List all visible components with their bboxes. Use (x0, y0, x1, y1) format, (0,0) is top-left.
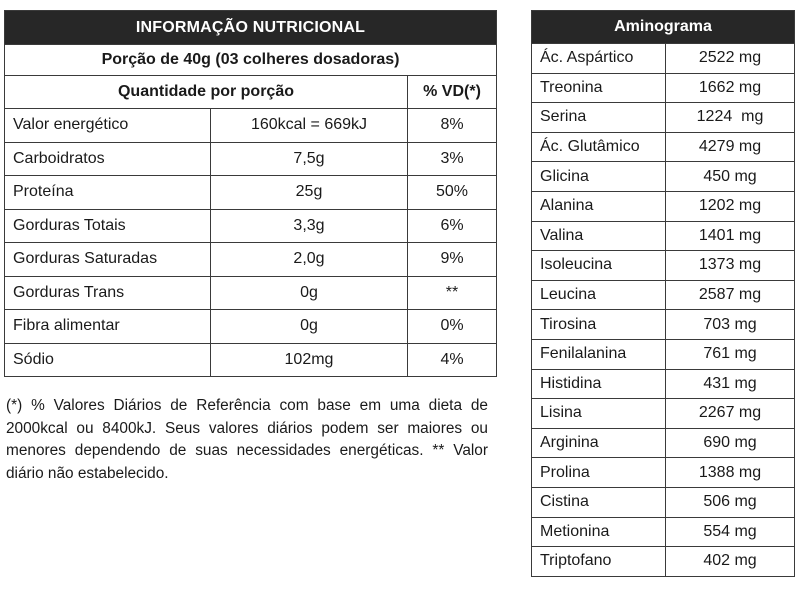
amino-acid-name: Triptofano (532, 547, 666, 577)
amino-acid-name: Tirosina (532, 310, 666, 340)
nutrient-amount: 2,0g (211, 243, 408, 277)
amino-acid-value: 554 mg (666, 517, 795, 547)
quantity-header: Quantidade por porção (5, 76, 408, 109)
table-row (532, 221, 795, 251)
table-row (532, 458, 795, 488)
table-row (532, 103, 795, 133)
amino-acid-value: 703 mg (666, 310, 795, 340)
table-row (5, 310, 497, 344)
nutrient-vd: 0% (408, 310, 497, 344)
table-row (532, 310, 795, 340)
amino-acid-name: Cistina (532, 487, 666, 517)
amino-acid-value: 1373 mg (666, 251, 795, 281)
nutrient-amount: 160kcal = 669kJ (211, 109, 408, 143)
nutrient-vd: ** (408, 276, 497, 310)
nutrient-vd: 6% (408, 209, 497, 243)
table-row (5, 343, 497, 377)
amino-acid-value: 1662 mg (666, 73, 795, 103)
amino-acid-name: Treonina (532, 73, 666, 103)
table-row (532, 428, 795, 458)
table-row (532, 191, 795, 221)
nutrient-amount: 7,5g (211, 142, 408, 176)
amino-acid-value: 761 mg (666, 339, 795, 369)
nutrient-name: Gorduras Saturadas (5, 243, 211, 277)
serving-size: Porção de 40g (03 colheres dosadoras) (5, 45, 497, 76)
amino-acid-value: 402 mg (666, 547, 795, 577)
table-row (532, 280, 795, 310)
amino-acid-name: Alanina (532, 191, 666, 221)
amino-acid-value: 1224 mg (666, 103, 795, 133)
nutrient-vd: 50% (408, 176, 497, 210)
table-row (532, 162, 795, 192)
amino-acid-value: 2587 mg (666, 280, 795, 310)
amino-acid-value: 690 mg (666, 428, 795, 458)
vd-header: % VD(*) (408, 76, 497, 109)
table-row (5, 243, 497, 277)
table-row (5, 142, 497, 176)
nutrient-name: Proteína (5, 176, 211, 210)
table-row (532, 487, 795, 517)
nutrient-name: Gorduras Totais (5, 209, 211, 243)
table-row (5, 176, 497, 210)
amino-acid-value: 4279 mg (666, 132, 795, 162)
nutrition-title: INFORMAÇÃO NUTRICIONAL (5, 11, 497, 45)
amino-acid-name: Arginina (532, 428, 666, 458)
amino-acid-value: 2267 mg (666, 399, 795, 429)
table-row (532, 73, 795, 103)
table-row (532, 44, 795, 74)
nutrient-name: Carboidratos (5, 142, 211, 176)
nutrient-amount: 102mg (211, 343, 408, 377)
table-row (532, 132, 795, 162)
table-row (532, 399, 795, 429)
amino-acid-name: Metionina (532, 517, 666, 547)
table-row (532, 369, 795, 399)
amino-acid-name: Histidina (532, 369, 666, 399)
nutrient-vd: 3% (408, 142, 497, 176)
amino-acid-value: 1401 mg (666, 221, 795, 251)
nutrient-amount: 25g (211, 176, 408, 210)
aminogram-table (531, 10, 795, 577)
nutrient-vd: 8% (408, 109, 497, 143)
table-row (532, 339, 795, 369)
nutrient-vd: 9% (408, 243, 497, 277)
amino-acid-name: Serina (532, 103, 666, 133)
footnote: (*) % Valores Diários de Referência com base em uma dieta de 2000kcal ou 8400kJ. Seus valores diários podem ser maiores ou menores dependendo de suas necessidades energéticas. ** Valor diário não estabelecido. (6, 397, 488, 482)
table-row (532, 547, 795, 577)
amino-acid-value: 1202 mg (666, 191, 795, 221)
amino-acid-name: Leucina (532, 280, 666, 310)
amino-acid-value: 506 mg (666, 487, 795, 517)
aminogram-title: Aminograma (532, 11, 795, 44)
amino-acid-value: 431 mg (666, 369, 795, 399)
table-row (532, 251, 795, 281)
amino-acid-name: Valina (532, 221, 666, 251)
amino-acid-name: Isoleucina (532, 251, 666, 281)
amino-acid-name: Lisina (532, 399, 666, 429)
amino-acid-value: 1388 mg (666, 458, 795, 488)
amino-acid-name: Ác. Aspártico (532, 44, 666, 74)
nutrient-name: Valor energético (5, 109, 211, 143)
nutrition-table (4, 10, 497, 377)
nutrient-amount: 3,3g (211, 209, 408, 243)
table-row (532, 517, 795, 547)
table-row (5, 209, 497, 243)
nutrient-name: Sódio (5, 343, 211, 377)
amino-acid-name: Prolina (532, 458, 666, 488)
nutrient-amount: 0g (211, 276, 408, 310)
amino-acid-name: Glicina (532, 162, 666, 192)
amino-acid-name: Ác. Glutâmico (532, 132, 666, 162)
nutrient-name: Fibra alimentar (5, 310, 211, 344)
nutrient-vd: 4% (408, 343, 497, 377)
amino-acid-value: 450 mg (666, 162, 795, 192)
table-row (5, 109, 497, 143)
amino-acid-name: Fenilalanina (532, 339, 666, 369)
amino-acid-value: 2522 mg (666, 44, 795, 74)
nutrient-name: Gorduras Trans (5, 276, 211, 310)
table-row (5, 276, 497, 310)
nutrient-amount: 0g (211, 310, 408, 344)
